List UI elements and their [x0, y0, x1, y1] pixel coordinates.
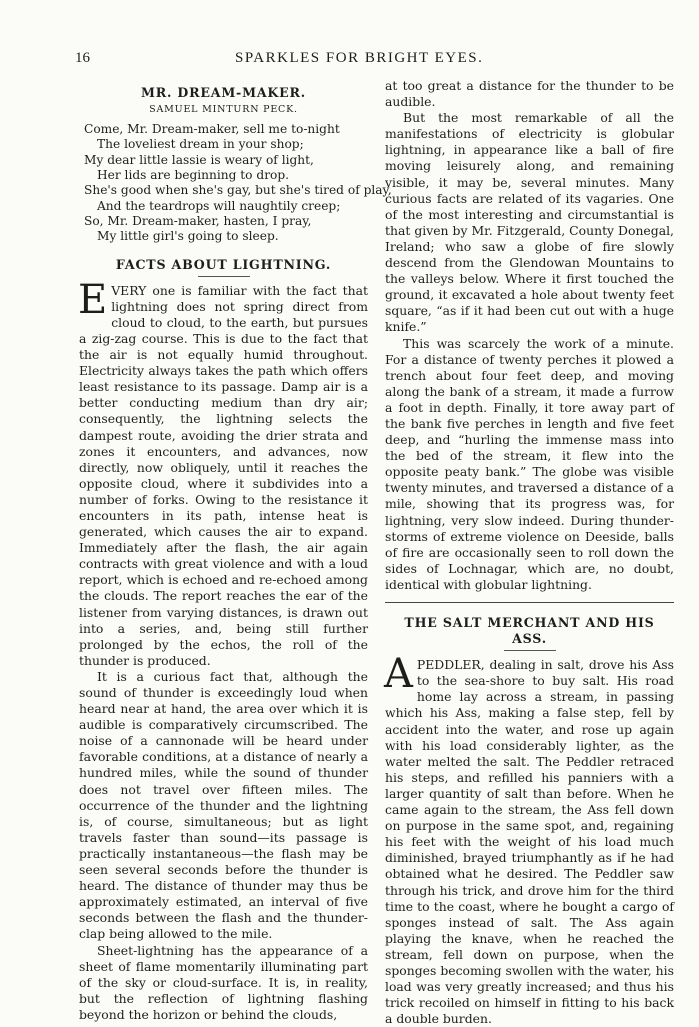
poem-line: My little girl's going to sleep. — [97, 229, 279, 244]
lightning-paragraph-1 — [78, 276, 368, 669]
lightning-paragraph-3: Sheet-lightning has the appearance of a sheet of flame momentarily illuminating part of the sky or cloud-surface. It is, in reality, but the reflection of lightning flashing beyond the horizon or behind the clouds, — [79, 942, 368, 1022]
drop-cap: A — [384, 651, 413, 698]
poem-title: MR. DREAM-MAKER. — [140, 85, 306, 100]
poem-line: She's good when she's gay, but she's tired of play, — [84, 183, 392, 198]
lightning-paragraph-4: But the most remarkable of all the manifestations of electricity is globular lightning, in appearance like a ball of fire moving leisurely along, and remaining visible, it may be, several minutes. Many curious facts are related of its vagaries. One of the most interesting and circumstantial is that given by Mr. Fitzgerald, County Donegal, Ireland; who saw a globe of fire slowly descend from the Glendowan Mountains to the valleys below. Where it first touched the ground, it excavated a hole about twenty feet square, “as if it had been cut out with a huge knife.” — [385, 110, 674, 335]
page-number: 16 — [75, 50, 90, 66]
poem-author: SAMUEL MINTURN PECK. — [149, 104, 298, 116]
poem-line: The loveliest dream in your shop; — [97, 137, 304, 152]
poem-line: My dear little lassie is weary of light, — [84, 152, 314, 167]
fable-paragraph — [384, 651, 674, 1027]
poem-line: So, Mr. Dream-maker, hasten, I pray, — [84, 213, 312, 228]
poem-line: Come, Mr. Dream-maker, sell me to-night — [84, 122, 340, 137]
running-title: SPARKLES FOR BRIGHT EYES. — [235, 50, 484, 66]
lightning-paragraph-5: This was scarcely the work of a minute. For a distance of twenty perches it plowed a trench about four feet deep, and moving along the bank of a stream, it made a furrow a foot in depth. Finally, it tore away part of the bank five perches in length and five feet deep, and “hurling the immense mass into the bed of the stream, it flew into the opposite peaty bank.” The globe was visible twenty minutes, and traversed a distance of a mile, showing that its progress was, for lightning, very slow indeed. During thunder-storms of extreme violence on Deeside, balls of fire are occasionally seen to roll down the sides of Lochnagar, which are, no doubt, identical with globular lightning. — [385, 335, 674, 592]
fable-title: THE SALT MERCHANT AND HIS ASS. — [404, 615, 655, 647]
running-head — [75, 50, 674, 70]
poem-line: Her lids are beginning to drop. — [97, 168, 290, 183]
poem-line: And the teardrops will naughtily creep; — [97, 198, 341, 213]
title-rule — [198, 276, 250, 277]
title-rule — [504, 650, 556, 651]
lightning-paragraph-3-continued: at too great a distance for the thunder to be audible. — [385, 78, 674, 110]
fable-paragraph-text: PEDDLER, dealing in salt, drove his Ass to the sea-shore to buy salt. His road home lay across a stream, in passing which his Ass, making a false step, fell by accident into the water, and rose up again with his load considerably lighter, as the water melted the salt. The Peddler retraced his steps, and refilled his panniers with a larger quantity of salt than before. When he came again to the stream, the Ass fell down on purpose in the same spot, and, regaining his feet with the weight of his load much diminished, brayed triumphantly as if he had obtained what he desired. The Peddler saw through his trick, and drove him for the third time to the coast, where he bought a cargo of sponges instead of salt. The Ass again playing the knave, when he reached the stream, fell down on purpose, when the sponges becoming swollen with the water, his load was very greatly increased; and thus his trick recoiled on himself in fitting to his back a double burden. — [385, 657, 674, 1027]
poem — [84, 122, 392, 244]
section-divider — [385, 602, 674, 603]
lightning-paragraph-1-text: VERY one is familiar with the fact that lightning does not spring direct from cloud to cloud, to the earth, but pursues a zig-zag course. This is due to the fact that the air is not equally humid throughout. Electricity always takes the path which offers least resistance to its passage. Damp air is a better conducting medium than dry air; consequently, the lightning selects the dampest route, avoiding the drier strata and zones it encounters, and advances, now directly, now obliquely, until it reaches the opposite cloud, where it subdivides into a number of forks. Owing to the resistance it encounters in its path, intense heat is generated, which causes the air to expand. Immediately after the flash, the air again contracts with great violence and with a loud report, which is echoed and re-echoed among the clouds. The report reaches the ear of the listener from varying distances, is drawn out into a series, and, being still further prolonged by the echos, the roll of the thunder is produced. — [79, 282, 368, 668]
drop-cap: E — [78, 276, 108, 323]
left-column — [78, 78, 392, 1023]
lightning-title: FACTS ABOUT LIGHTNING. — [115, 256, 332, 272]
lightning-paragraph-2: It is a curious fact that, although the sound of thunder is exceedingly loud when heard near at hand, the area over which it is audible is comparatively circumscribed. The noise of a cannonade will be heard under favorable conditions, at a distance of nearly a hundred miles, while the sound of thunder does not travel over fifteen miles. The occurrence of the thunder and the lightning is, of course, simultaneous; but as light travels faster than sound—its passage is practically instantaneous—the flash may be seen several seconds before the thunder is heard. The distance of thunder may thus be approximately estimated, an interval of five seconds between the flash and the thunder-clap being allowed to the mile. — [79, 668, 368, 942]
right-column — [385, 78, 674, 1027]
